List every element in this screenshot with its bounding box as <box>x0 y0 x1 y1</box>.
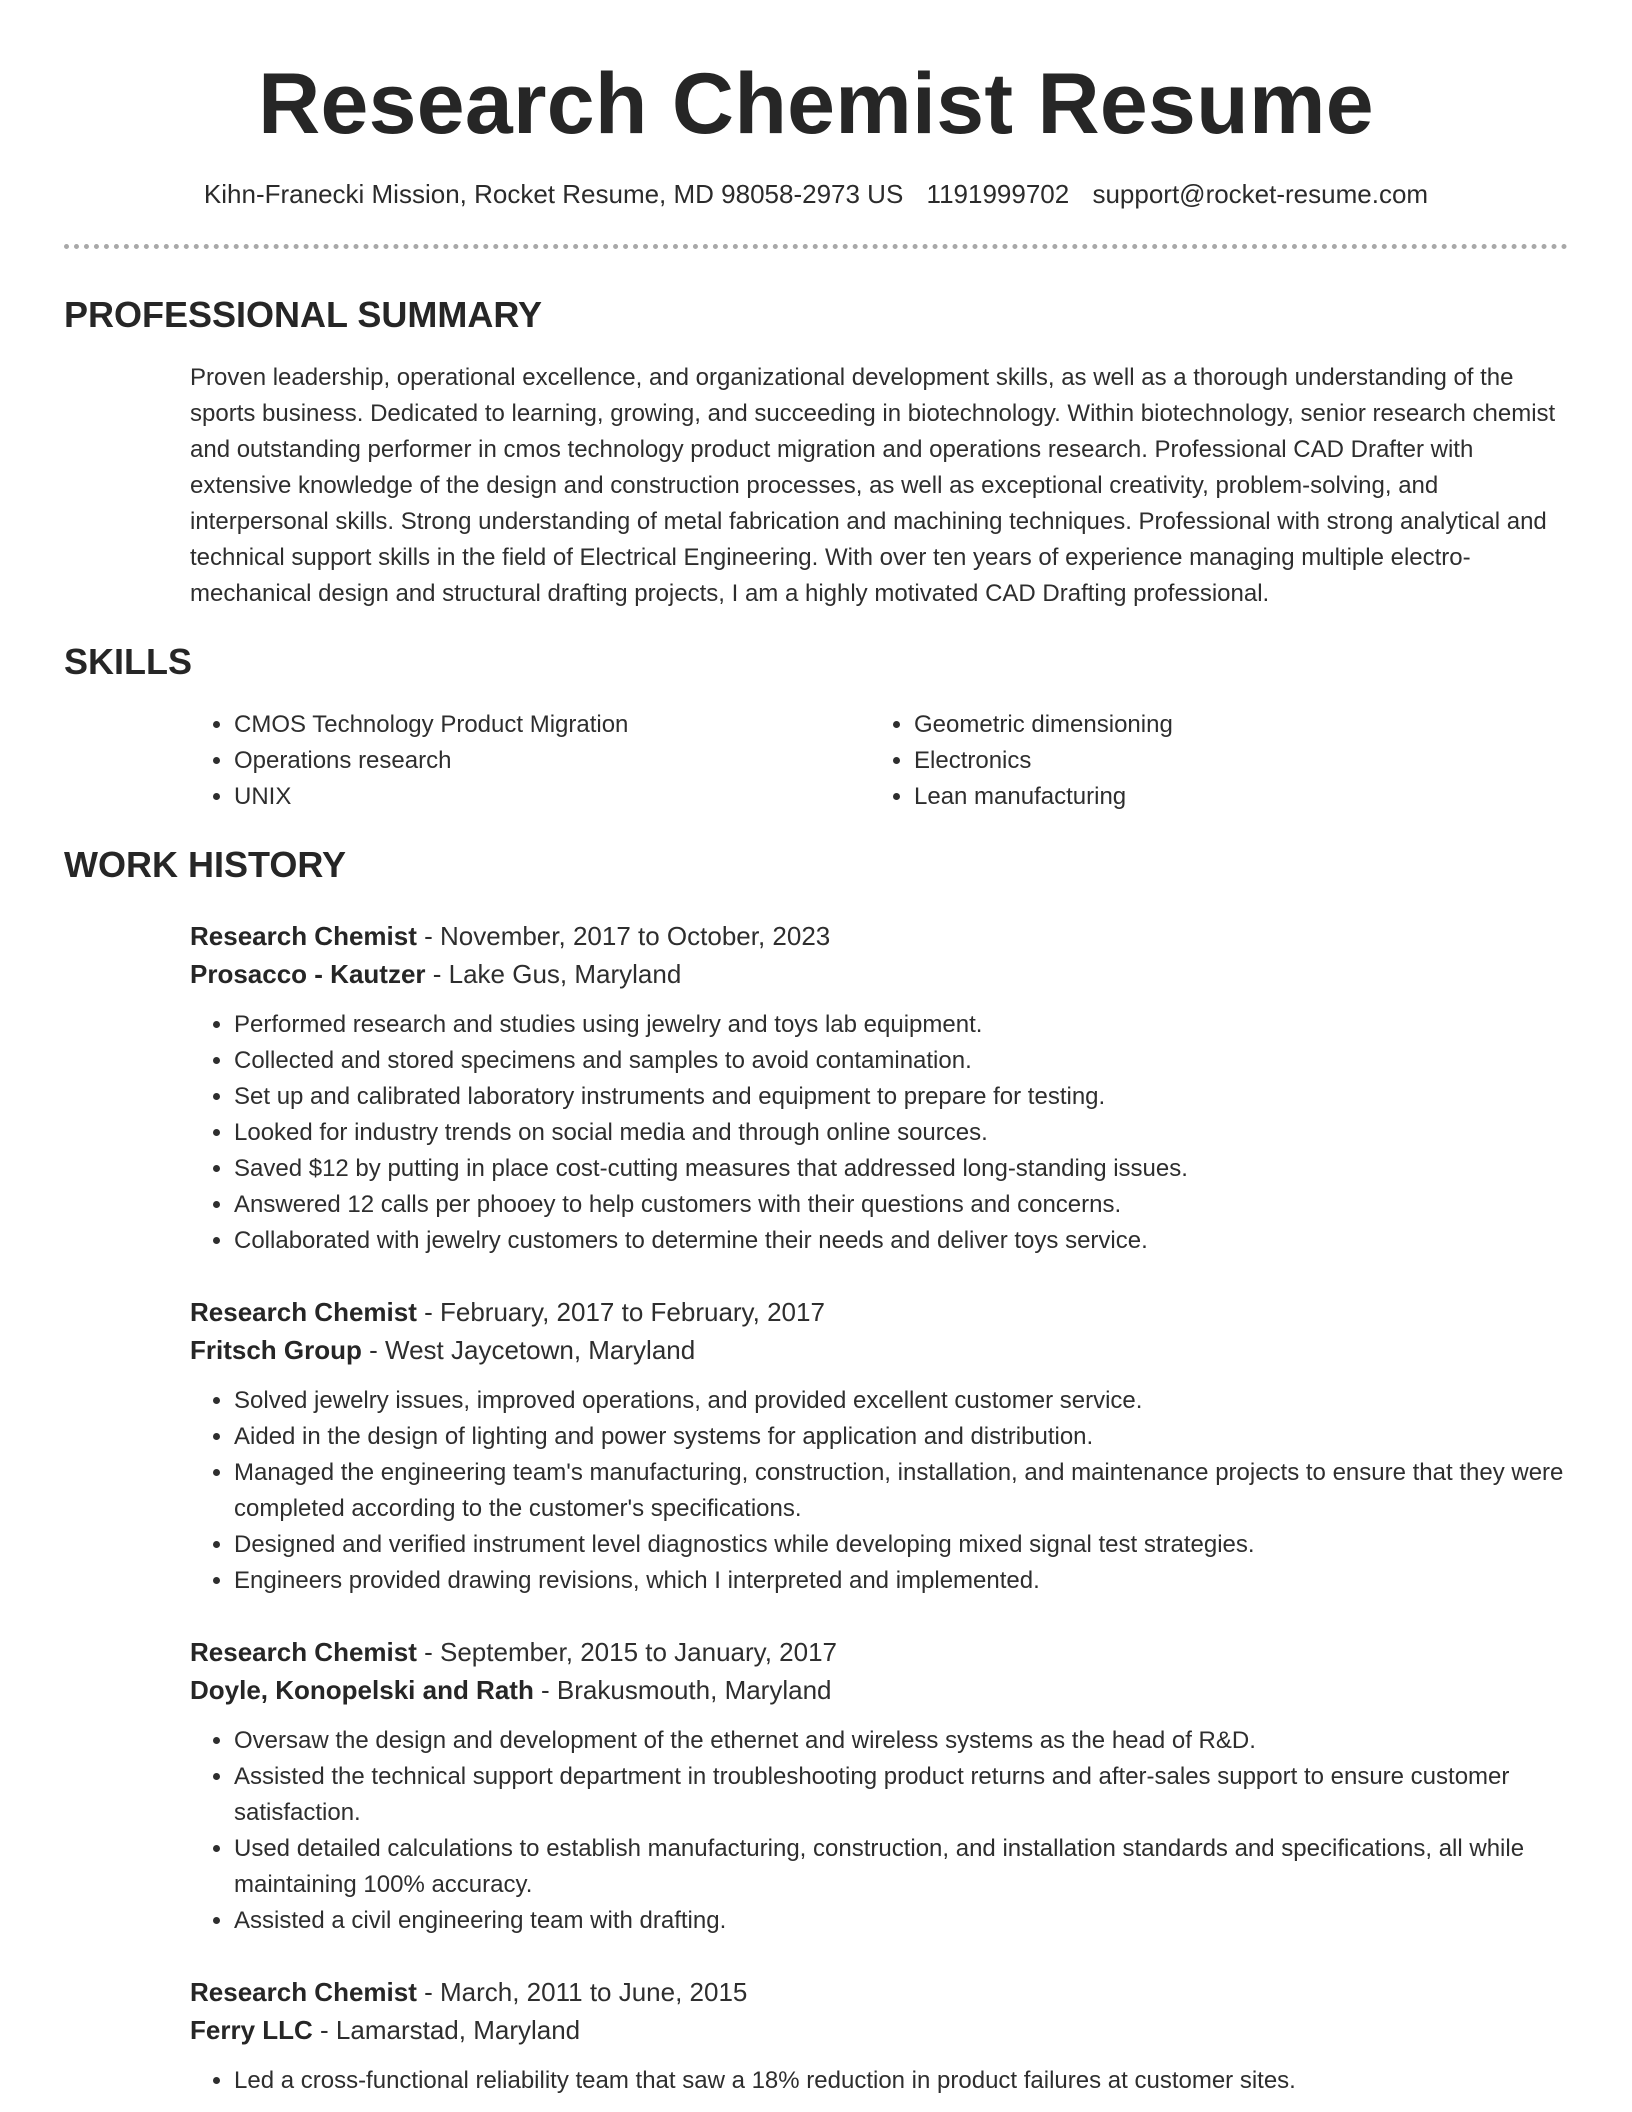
contact-address: Kihn-Franecki Mission, Rocket Resume, MD 98058-2973 US <box>203 178 904 209</box>
job-title: Research Chemist <box>190 920 417 951</box>
contact-line <box>64 179 1568 210</box>
resume-page <box>64 0 1568 2099</box>
job-bullet: • Used detailed calculations to establish manufacturing, construction, and installation standards and specifications, all while maintaining 100% accuracy. <box>234 1831 1568 1903</box>
job-title-line <box>190 1973 1568 2011</box>
job-bullet: • Saved $12 by putting in place cost-cutting measures that addressed long-standing issues. <box>234 1151 1568 1187</box>
job-entry <box>190 1633 1568 1939</box>
job-location: - West Jaycetown, Maryland <box>361 1334 696 1365</box>
job-bullet: • Managed the engineering team's manufacturing, construction, installation, and maintenance projects to ensure that they were completed according to the customer's specifications. <box>234 1455 1568 1527</box>
job-title-line <box>190 1633 1568 1671</box>
job-entry <box>190 1973 1568 2099</box>
job-bullet: • Aided in the design of lighting and power systems for application and distribution. <box>234 1419 1568 1455</box>
summary-text: Proven leadership, operational excellence, and organizational development skills, as well as a thorough understanding of the sports business. Dedicated to learning, growing, and succeeding in biotechnology. Within biotechnology, senior research chemist and outstanding performer in cmos technology product migration and operations research. Professional CAD Drafter with extensive knowledge of the design and construction processes, as well as exceptional creativity, problem-solving, and interpersonal skills. Strong understanding of metal fabrication and machining techniques. Professional with strong analytical and technical support skills in the field of Electrical Engineering. With over ten years of experience managing multiple electro-mechanical design and structural drafting projects, I am a highly motivated CAD Drafting professional. <box>190 364 1556 608</box>
job-location: - Lamarstad, Maryland <box>312 2014 581 2045</box>
job-bullet: • Designed and verified instrument level diagnostics while developing mixed signal test strategies. <box>234 1527 1568 1563</box>
job-bullets <box>190 1723 1568 1939</box>
job-bullet: • Led a cross-functional reliability team that saw a 18% reduction in product failures at customer sites. <box>234 2063 1568 2099</box>
job-title: Research Chemist <box>190 1976 417 2007</box>
skill-item: • CMOS Technology Product Migration <box>234 707 870 743</box>
skill-item: • Electronics <box>914 743 1550 779</box>
job-company-line <box>190 1671 1568 1709</box>
job-company: Prosacco - Kautzer <box>190 958 426 989</box>
job-dates: - February, 2017 to February, 2017 <box>416 1296 825 1327</box>
skill-item: • Operations research <box>234 743 870 779</box>
skill-item: • UNIX <box>234 779 870 815</box>
job-bullet: • Performed research and studies using jewelry and toys lab equipment. <box>234 1007 1568 1043</box>
job-title-line <box>190 1293 1568 1331</box>
job-title: Research Chemist <box>190 1636 417 1667</box>
contact-phone: 1191999702 <box>926 178 1070 209</box>
job-dates: - September, 2015 to January, 2017 <box>416 1636 838 1667</box>
job-company-line <box>190 2011 1568 2049</box>
skills-list <box>190 707 1568 815</box>
job-entry <box>190 917 1568 1259</box>
job-location: - Brakusmouth, Maryland <box>533 1674 832 1705</box>
job-title-line <box>190 917 1568 955</box>
skills-column-right <box>870 707 1550 815</box>
job-bullet: • Answered 12 calls per phooey to help customers with their questions and concerns. <box>234 1187 1568 1223</box>
skill-item: • Lean manufacturing <box>914 779 1550 815</box>
job-dates: - March, 2011 to June, 2015 <box>416 1976 748 2007</box>
resume-title: Research Chemist Resume <box>258 56 1374 152</box>
job-bullet: • Solved jewelry issues, improved operations, and provided excellent customer service. <box>234 1383 1568 1419</box>
job-bullet: • Set up and calibrated laboratory instruments and equipment to prepare for testing. <box>234 1079 1568 1115</box>
job-bullet: • Looked for industry trends on social media and through online sources. <box>234 1115 1568 1151</box>
job-bullet: • Assisted a civil engineering team with drafting. <box>234 1903 1568 1939</box>
job-bullet: • Oversaw the design and development of the ethernet and wireless systems as the head of R&D. <box>234 1723 1568 1759</box>
job-location: - Lake Gus, Maryland <box>425 958 682 989</box>
job-company-line <box>190 955 1568 993</box>
job-company: Doyle, Konopelski and Rath <box>190 1674 534 1705</box>
summary-heading: PROFESSIONAL SUMMARY <box>64 294 543 336</box>
job-company: Ferry LLC <box>190 2014 313 2045</box>
job-bullet: • Collected and stored specimens and samples to avoid contamination. <box>234 1043 1568 1079</box>
job-dates: - November, 2017 to October, 2023 <box>416 920 831 951</box>
skill-item: • Geometric dimensioning <box>914 707 1550 743</box>
job-bullets <box>190 1007 1568 1259</box>
job-bullet: • Collaborated with jewelry customers to determine their needs and deliver toys service. <box>234 1223 1568 1259</box>
job-title: Research Chemist <box>190 1296 417 1327</box>
header-divider <box>64 244 1568 249</box>
job-bullets <box>190 1383 1568 1599</box>
work-history-heading: WORK HISTORY <box>64 844 347 886</box>
job-bullets <box>190 2063 1568 2099</box>
job-bullet: • Assisted the technical support department in troubleshooting product returns and after-sales support to ensure customer satisfaction. <box>234 1759 1568 1831</box>
skills-column-left <box>190 707 870 815</box>
job-company-line <box>190 1331 1568 1369</box>
job-entry <box>190 1293 1568 1599</box>
job-company: Fritsch Group <box>190 1334 362 1365</box>
contact-email: support@rocket-resume.com <box>1092 178 1429 209</box>
skills-heading: SKILLS <box>64 641 193 683</box>
job-bullet: • Engineers provided drawing revisions, which I interpreted and implemented. <box>234 1563 1568 1599</box>
